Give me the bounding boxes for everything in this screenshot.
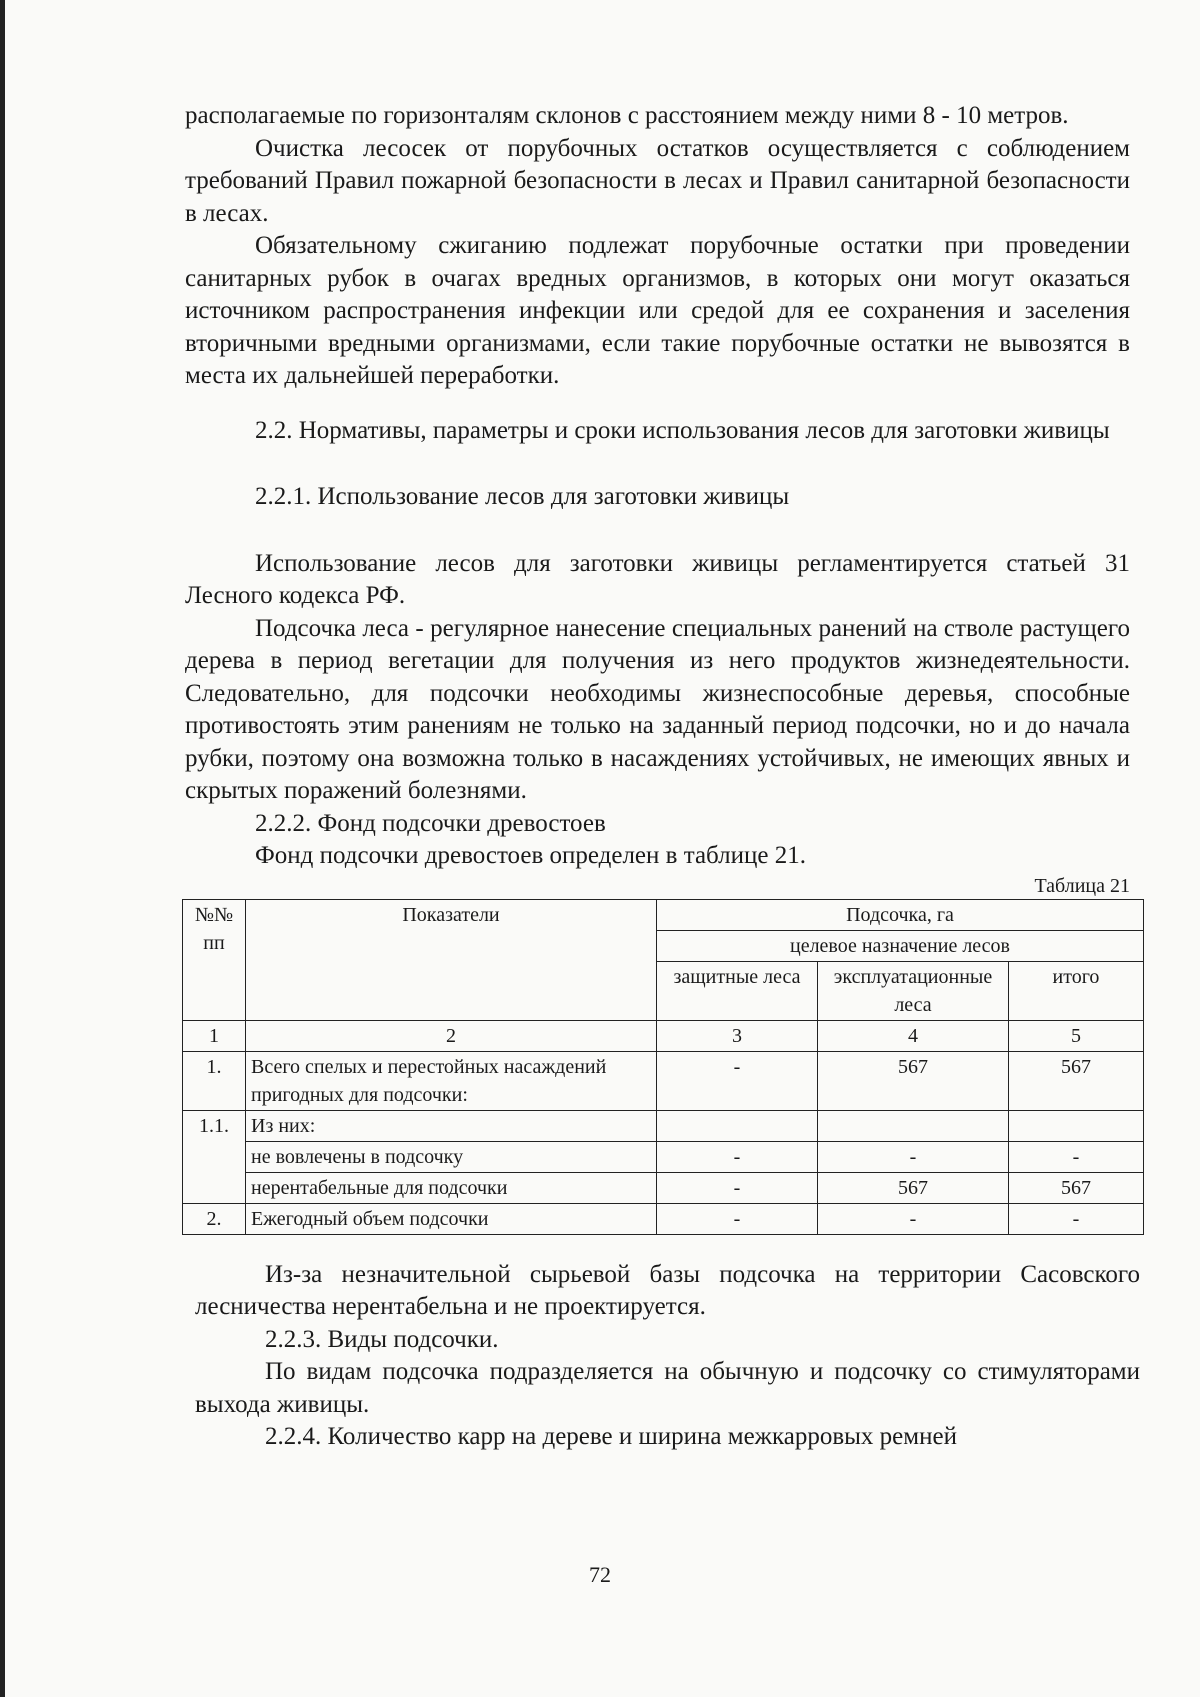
row-label: Из них: [246,1110,657,1141]
header-protective: защитные леса [657,961,818,1020]
column-number-row [183,1020,1144,1051]
table-row [183,1203,1144,1234]
row-protective: - [657,1172,818,1203]
column-number: 2 [246,1020,657,1051]
row-total: 567 [1009,1172,1144,1203]
row-exploitation: - [818,1141,1009,1172]
row-total: - [1009,1203,1144,1234]
row-protective [657,1110,818,1141]
table-intro: Фонд подсочки древостоев определен в таблице 21. [255,842,806,869]
section-heading-2-2: 2.2. Нормативы, параметры и сроки использования лесов для заготовки живицы [255,416,1110,444]
section-heading-2-2-2: 2.2.2. Фонд подсочки древостоев [255,809,606,837]
tapping-fund-table [182,899,1144,1235]
header-exploitation: эксплуатационные леса [818,961,1009,1020]
row-exploitation: 567 [818,1051,1009,1110]
row-total: 567 [1009,1051,1144,1110]
table-caption: Таблица 21 [1034,874,1130,897]
row-label: Ежегодный объем подсочки [246,1203,657,1234]
paragraph-not-profitable: Из-за незначительной сырьевой базы подсочка на территории Сасовского лесничества нерентабельна и не проектируется. [195,1260,1140,1320]
section-heading-2-2-1: 2.2.1. Использование лесов для заготовки живицы [255,483,790,510]
row-num: 1. [183,1051,246,1110]
scan-edge [0,0,5,1697]
paragraph-continuation: располагаемые по горизонталям склонов с расстоянием между ними 8 - 10 метров. [185,102,1069,129]
row-label: Всего спелых и перестойных насаждений пригодных для подсочки: [246,1051,657,1110]
row-protective: - [657,1051,818,1110]
row-num: 1.1. [183,1110,246,1203]
table-row [183,1110,1144,1141]
page-number: 72 [589,1562,611,1587]
document-page [185,100,1140,1454]
table-row [183,1172,1144,1203]
table-row [183,1141,1144,1172]
section-heading-2-2-3: 2.2.3. Виды подсочки. [265,1325,499,1353]
column-number: 3 [657,1020,818,1051]
paragraph-regulation: Использование лесов для заготовки живицы регламентируется статьей 31 Лесного кодекса РФ. [185,549,1130,609]
row-exploitation: - [818,1203,1009,1234]
row-label: нерентабельные для подсочки [246,1172,657,1203]
paragraph-tapping-definition: Подсочка леса - регулярное нанесение специальных ранений на стволе растущего дерева в период вегетации для получения из него продуктов жизнедеятельности. Следовательно, для подсочки необходимы жизнеспособные деревья, способные противостоять этим ранениям не только на заданный период подсочки, но и до начала рубки, поэтому она возможна только в насаждениях устойчивых, не имеющих явных и скрытых поражений болезнями. [185,614,1130,804]
row-total: - [1009,1141,1144,1172]
header-num: №№ пп [183,899,246,1020]
paragraph-tapping-types: По видам подсочка подразделяется на обычную и подсочку со стимуляторами выхода живицы. [195,1358,1140,1418]
row-num: 2. [183,1203,246,1234]
paragraph-burning: Обязательному сжиганию подлежат порубочные остатки при проведении санитарных рубок в очагах вредных организмов, в которых они могут оказаться источником распространения инфекции или средой для ее сохранения и заселения вторичными вредными организмами, если такие порубочные остатки не вывозятся в места их дальнейшей переработки. [185,232,1130,389]
row-protective: - [657,1141,818,1172]
row-exploitation: 567 [818,1172,1009,1203]
column-number: 4 [818,1020,1009,1051]
column-number: 1 [183,1020,246,1051]
row-exploitation [818,1110,1009,1141]
column-number: 5 [1009,1020,1144,1051]
row-total [1009,1110,1144,1141]
header-indicators: Показатели [246,899,657,1020]
header-total: итого [1009,961,1144,1020]
row-protective: - [657,1203,818,1234]
section-heading-2-2-4: 2.2.4. Количество карр на дереве и ширина межкарровых ремней [265,1423,957,1450]
text-after-table [195,1259,1140,1454]
header-tapping: Подсочка, га [657,899,1144,930]
header-purpose: целевое назначение лесов [657,930,1144,961]
paragraph-cleaning: Очистка лесосек от порубочных остатков осуществляется с соблюдением требований Правил пожарной безопасности в лесах и Правил санитарной безопасности в лесах. [185,134,1130,227]
row-label: не вовлечены в подсочку [246,1141,657,1172]
table-row [183,1051,1144,1110]
